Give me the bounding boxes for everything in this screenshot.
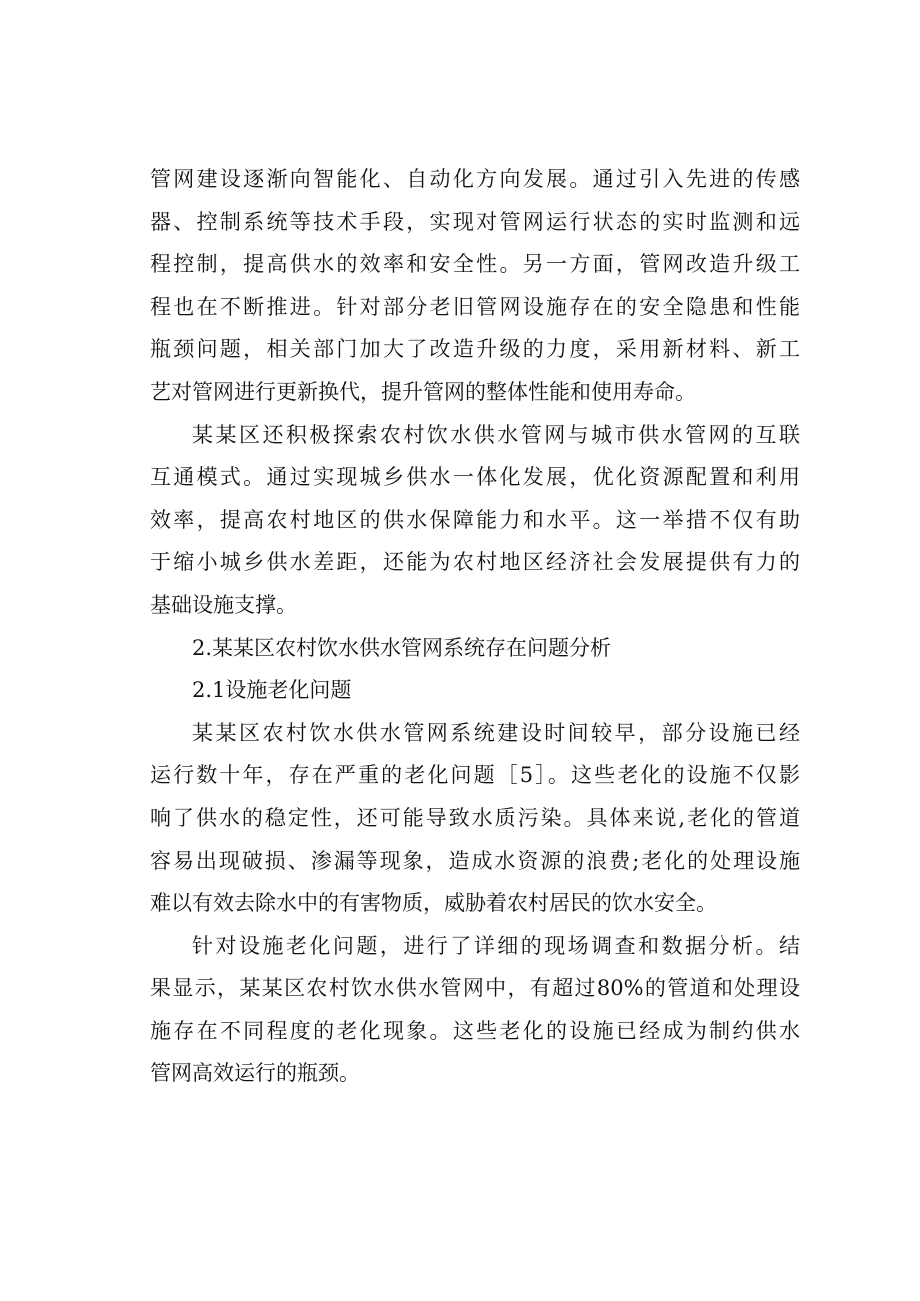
text-line: 基础设施支撑。 bbox=[150, 592, 297, 617]
paragraph-aging-facilities bbox=[150, 712, 800, 925]
paragraph-survey-results bbox=[150, 925, 800, 1095]
text-line: 针对设施老化问题，进行了详细的现场调查和数据分析。结 bbox=[192, 933, 800, 958]
text-line: 程控制，提高供水的效率和安全性。另一方面，管网改造升级工 bbox=[150, 252, 800, 277]
text-line: 某某区农村饮水供水管网系统建设时间较早，部分设施已经 bbox=[192, 720, 800, 745]
text-line: 艺对管网进行更新换代，提升管网的整体性能和使用寿命。 bbox=[150, 379, 696, 404]
section-heading: 2.某某区农村饮水供水管网系统存在问题分析 bbox=[192, 635, 612, 660]
text-line: 难以有效去除水中的有害物质，威胁着农村居民的饮水安全。 bbox=[150, 891, 717, 916]
paragraph-smart-network bbox=[150, 158, 800, 414]
document-body bbox=[150, 158, 800, 1095]
text-line: 互通模式。通过实现城乡供水一体化发展，优化资源配置和利用 bbox=[150, 465, 800, 490]
text-line: 容易出现破损、渗漏等现象，造成水资源的浪费;老化的处理设施 bbox=[150, 848, 800, 873]
text-line: 瓶颈问题，相关部门加大了改造升级的力度，采用新材料、新工 bbox=[150, 337, 800, 362]
text-line: 器、控制系统等技术手段，实现对管网运行状态的实时监测和远 bbox=[150, 209, 800, 234]
text-line: 运行数十年，存在严重的老化问题［5］。这些老化的设施不仅影 bbox=[150, 763, 800, 788]
subsection-heading: 2.1设施老化问题 bbox=[192, 678, 352, 703]
text-line: 某某区还积极探索农村饮水供水管网与城市供水管网的互联 bbox=[192, 422, 800, 447]
text-line: 程也在不断推进。针对部分老旧管网设施存在的安全隐患和性能 bbox=[150, 294, 800, 319]
text-line: 施存在不同程度的老化现象。这些老化的设施已经成为制约供水 bbox=[150, 1018, 800, 1043]
paragraph-urban-rural-integration bbox=[150, 414, 800, 627]
text-line: 于缩小城乡供水差距，还能为农村地区经济社会发展提供有力的 bbox=[150, 550, 800, 575]
text-line: 响了供水的稳定性，还可能导致水质污染。具体来说,老化的管道 bbox=[150, 805, 800, 830]
text-line: 果显示，某某区农村饮水供水管网中，有超过80%的管道和处理设 bbox=[150, 976, 800, 1001]
text-line: 管网建设逐渐向智能化、自动化方向发展。通过引入先进的传感 bbox=[150, 167, 800, 191]
text-line: 效率，提高农村地区的供水保障能力和水平。这一举措不仅有助 bbox=[150, 507, 800, 532]
text-line: 管网高效运行的瓶颈。 bbox=[150, 1061, 360, 1086]
